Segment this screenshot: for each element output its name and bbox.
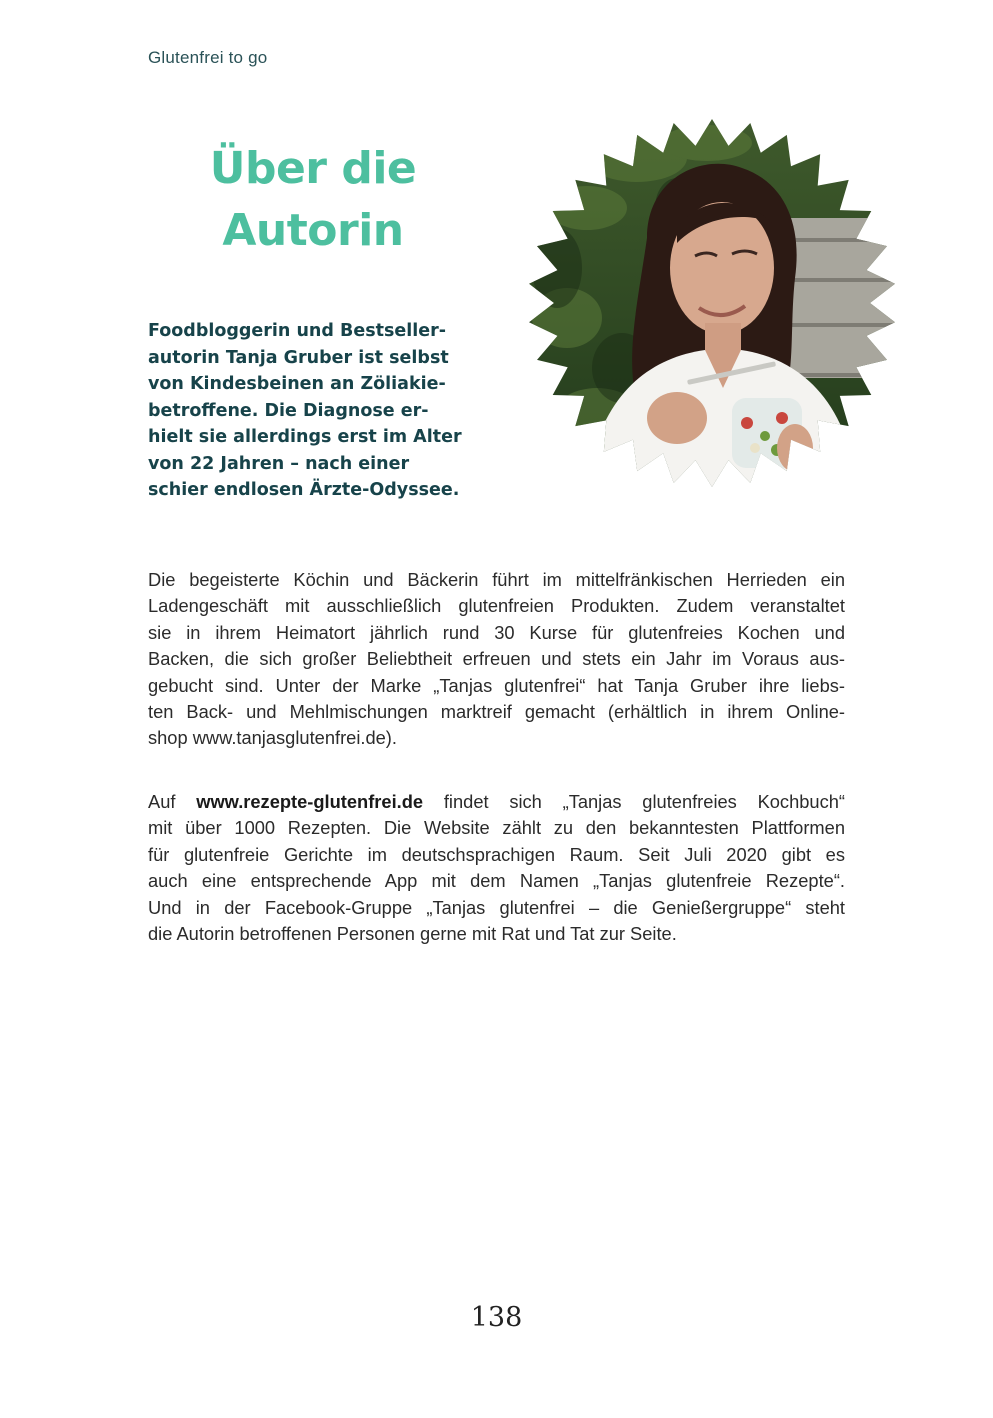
running-head: Glutenfrei to go — [148, 48, 268, 67]
paragraph-line: Backen, die sich großer Beliebtheit erfreuen und stets ein Jahr im Voraus aus- — [148, 648, 845, 670]
title-line: Autorin — [222, 205, 404, 256]
paragraph-line: ten Back- und Mehlmischungen marktreif gemacht (erhältlich in ihrem Online- — [148, 701, 845, 723]
page-number: 138 — [470, 1302, 523, 1333]
paragraph-line: Die begeisterte Köchin und Bäckerin führt im mittelfränkischen Herrieden ein — [148, 569, 845, 590]
page-title — [148, 138, 478, 262]
paragraph-line: für glutenfreie Gerichte im deutschsprachigen Raum. Seit Juli 2020 gibt es — [148, 843, 845, 865]
website-link[interactable]: www.rezepte-glutenfrei.de — [196, 791, 424, 812]
lead-line: schier endlosen Ärzte-Odyssee. — [148, 480, 460, 500]
paragraph-line: Und in der Facebook-Gruppe „Tanjas glutenfrei – die Genießergruppe“ steht — [148, 896, 845, 918]
title-line: Über die — [209, 143, 417, 194]
line-prefix: Auf — [148, 791, 176, 812]
body-paragraph-1 — [148, 567, 845, 752]
lead-line: hielt sie allerdings erst im Alter — [148, 427, 462, 447]
lead-line: Foodbloggerin und Bestseller- — [148, 321, 447, 341]
body-paragraph-2 — [148, 789, 845, 947]
lead-line: von Kindesbeinen an Zöliakie- — [148, 374, 446, 394]
paragraph-line: gebucht sind. Unter der Marke „Tanjas glutenfrei“ hat Tanja Gruber ihre liebs- — [148, 674, 845, 696]
lead-line: von 22 Jahren – nach einer — [148, 453, 410, 474]
paragraph-line: Ladengeschäft mit ausschließlich glutenfreien Produkten. Zudem veranstaltet — [148, 595, 845, 617]
paragraph-line: shop www.tanjasglutenfrei.de). — [148, 727, 397, 749]
author-portrait — [527, 118, 897, 488]
lead-paragraph — [148, 318, 488, 504]
paragraph-line: mit über 1000 Rezepten. Die Website zählt zu den bekanntesten Plattformen — [148, 817, 845, 839]
line-suffix: findet sich „Tanjas glutenfreies Kochbuch“ — [443, 791, 845, 812]
lead-line: betroffene. Die Diagnose er- — [148, 400, 429, 421]
paragraph-line: sie in ihrem Heimatort jährlich rund 30 Kurse für glutenfreies Kochen und — [148, 621, 845, 643]
paragraph-line: die Autorin betroffenen Personen gerne mit Rat und Tat zur Seite. — [148, 923, 677, 945]
paragraph-line: auch eine entsprechende App mit dem Namen „Tanjas glutenfreie Rezepte“. — [148, 870, 845, 892]
paragraph-line-with-link — [148, 789, 845, 815]
lead-line: autorin Tanja Gruber ist selbst — [148, 347, 449, 368]
